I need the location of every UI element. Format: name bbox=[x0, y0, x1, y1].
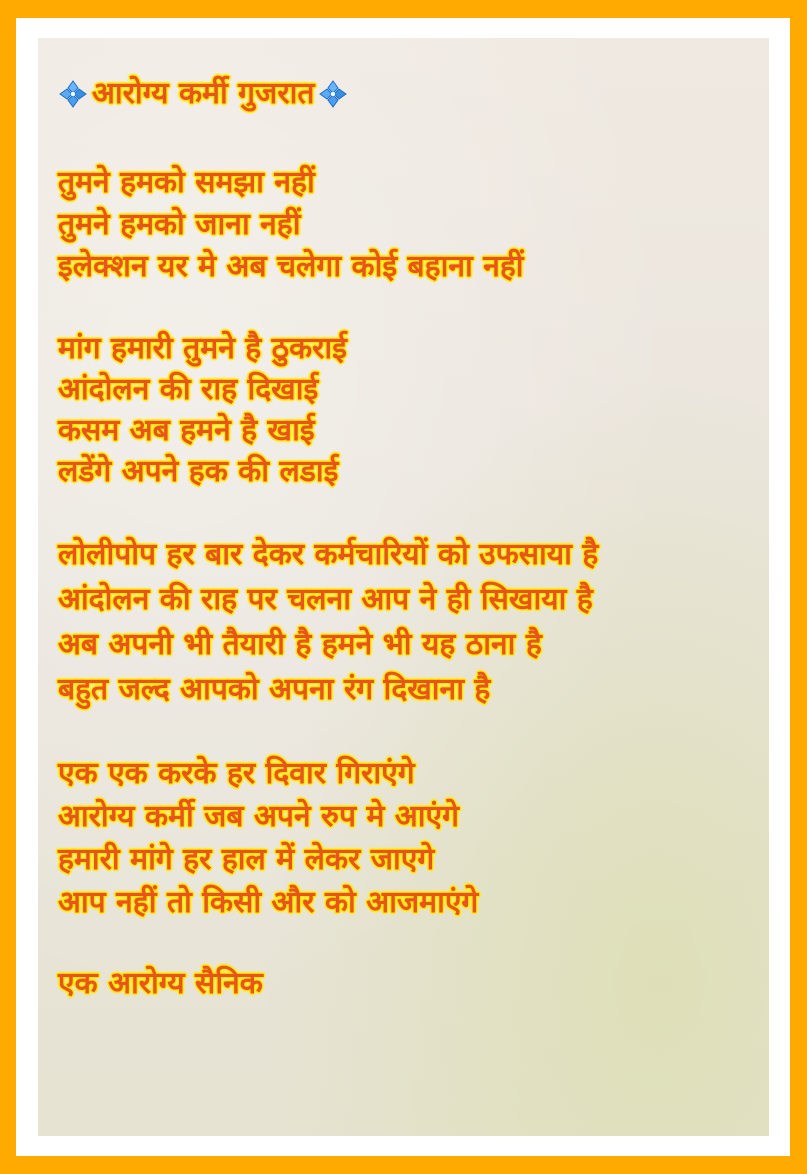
poem-line: लोलीपोप हर बार देकर कर्मचारियों को उफसाया है bbox=[58, 537, 599, 572]
poem-line: लडेंगे अपने हक की लडाई bbox=[58, 454, 339, 489]
title-text: आरोग्य कर्मी गुजरात bbox=[92, 76, 315, 111]
poem-line: मांग हमारी तुमने है ठुकराई bbox=[58, 331, 347, 366]
poem-line: आप नहीं तो किसी और को आजमाएंगे bbox=[58, 885, 479, 920]
poem-line: बहुत जल्द आपको अपना रंग दिखाना है bbox=[58, 672, 491, 707]
stanza-4 bbox=[58, 752, 759, 924]
stanza-1 bbox=[58, 162, 759, 288]
poem-line: आरोग्य कर्मी जब अपने रुप मे आएंगे bbox=[58, 799, 460, 834]
poem-signature: एक आरोग्य सैनिक bbox=[58, 966, 263, 1001]
poem-line: अब अपनी भी तैयारी है हमने भी यह ठाना है bbox=[58, 627, 542, 662]
poem-line: इलेक्शन यर मे अब चलेगा कोई बहाना नहीं bbox=[58, 249, 524, 284]
poem-content bbox=[58, 74, 759, 1004]
poem-line: आंदोलन की राह दिखाई bbox=[58, 372, 319, 407]
poem-line: तुमने हमको समझा नहीं bbox=[58, 165, 315, 200]
diamond-flower-icon bbox=[58, 79, 88, 109]
poem-line: हमारी मांगे हर हाल में लेकर जाएगे bbox=[58, 842, 435, 877]
stanza-2 bbox=[58, 328, 759, 492]
paper-background bbox=[38, 38, 769, 1136]
poem-line: तुमने हमको जाना नहीं bbox=[58, 207, 301, 242]
poem-line: एक एक करके हर दिवार गिराएंगे bbox=[58, 756, 415, 791]
poem-line: आंदोलन की राह पर चलना आप ने ही सिखाया है bbox=[58, 582, 593, 617]
poem-title bbox=[58, 74, 759, 114]
stanza-3 bbox=[58, 532, 759, 712]
diamond-flower-icon bbox=[318, 79, 348, 109]
poem-line: कसम अब हमने है खाई bbox=[58, 413, 315, 448]
